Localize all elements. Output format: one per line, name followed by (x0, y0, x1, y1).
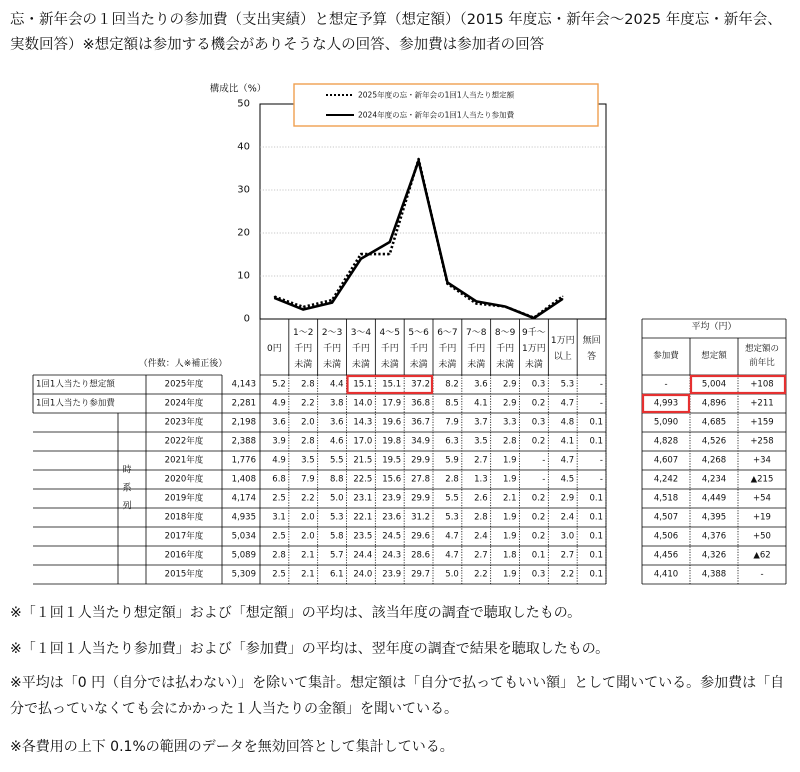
column-header: 千円 (467, 344, 486, 354)
column-header: 答 (587, 352, 597, 362)
row-count: 1,408 (231, 474, 256, 485)
average-cell: 4,449 (701, 493, 727, 504)
table-cell: 5.0 (445, 569, 459, 580)
average-cell: +19 (753, 512, 771, 523)
table-cell: 2.6 (474, 493, 488, 504)
table-cell: 4.4 (329, 379, 344, 390)
average-header: 平均（円） (691, 322, 737, 332)
table-row (165, 436, 774, 447)
table-cell: 2.8 (301, 379, 315, 390)
average-cell: 4,376 (701, 531, 727, 542)
highlight-box (643, 395, 689, 412)
table-cell: 36.7 (411, 417, 430, 428)
average-cell: 4,388 (701, 569, 727, 580)
table-cell: 1.8 (502, 550, 517, 561)
average-cell: 4,395 (701, 512, 727, 523)
table-cell: 2.9 (560, 493, 575, 504)
table-cell: 2.7 (474, 455, 488, 466)
table-cell: 29.7 (411, 569, 430, 580)
average-cell: +34 (753, 455, 771, 466)
note-3: ※平均は「0 円（自分では払わない）」を除いて集計。想定額は「自分で払ってもいい額」として聞いている。参加費は「自分で払っていなくても会にかかった１人当たりの金額」を聞いている。 (10, 675, 785, 717)
table-cell: 0.1 (531, 550, 546, 561)
table-cell: 4.9 (272, 455, 286, 466)
table-cell: 8.8 (329, 474, 344, 485)
table-cell: 8.5 (445, 398, 459, 409)
table-cell: 29.6 (411, 531, 430, 542)
note-4: ※各費用の上下 0.1%の範囲のデータを無効回答として集計している。 (10, 739, 454, 755)
row-year: 2022年度 (164, 436, 204, 447)
average-cell: 4,456 (653, 550, 679, 561)
column-header: 1～2 (293, 328, 314, 338)
table-cell: 0.1 (589, 512, 603, 523)
series-1-point (504, 306, 505, 307)
row-count: 5,089 (231, 550, 256, 561)
note-1: ※「１回１人当たり想定額」および「想定額」の平均は、該当年度の調査で聴取したもの。 (10, 605, 582, 621)
column-header: 0円 (267, 344, 282, 354)
table-cell: 6.3 (445, 436, 459, 447)
table-cell: 5.5 (445, 493, 459, 504)
column-header: 5～6 (408, 328, 429, 338)
table-row (165, 474, 774, 485)
row-count: 1,776 (231, 455, 256, 466)
row-year: 2024年度 (164, 398, 204, 409)
average-cell: 4,234 (701, 474, 727, 485)
table-cell: 0.1 (589, 531, 603, 542)
table-cell: 0.2 (531, 512, 546, 523)
table-cell: 0.1 (589, 493, 603, 504)
column-header: 千円 (294, 344, 313, 354)
table-cell: 0.3 (531, 417, 546, 428)
row-year: 2020年度 (164, 474, 204, 485)
average-subheader: 想定額 (701, 351, 727, 361)
average-cell: 4,506 (653, 531, 679, 542)
table-cell: 17.9 (382, 398, 402, 409)
series-line-0 (274, 159, 562, 318)
table-row (165, 531, 771, 542)
table-row (165, 550, 771, 561)
column-header: 8～9 (494, 328, 516, 338)
table-cell: 15.1 (353, 379, 373, 390)
table-cell: 2.1 (301, 569, 315, 580)
table-cell: 22.5 (353, 474, 373, 485)
table-cell: - (599, 474, 603, 485)
row-count: 2,198 (231, 417, 256, 428)
table-cell: 3.3 (502, 417, 517, 428)
column-header: 未満 (294, 360, 313, 370)
table-cell: 6.8 (272, 474, 286, 485)
table-cell: 4.5 (560, 474, 575, 485)
table-cell: 1.3 (474, 474, 488, 485)
table-cell: 4.1 (474, 398, 488, 409)
average-cell: - (664, 379, 668, 390)
table-cell: 2.7 (560, 550, 575, 561)
table-cell: 28.6 (411, 550, 430, 561)
row-label: 1回1人当たり想定額 (36, 379, 115, 390)
table-cell: 5.3 (560, 379, 575, 390)
table-cell: 3.5 (474, 436, 488, 447)
table-cell: 2.1 (502, 493, 517, 504)
average-cell: 5,090 (653, 417, 679, 428)
table-cell: 2.2 (301, 493, 315, 504)
table-cell: 34.9 (411, 436, 430, 447)
table-cell: 37.2 (411, 379, 430, 390)
average-cell: +54 (753, 493, 771, 504)
row-year: 2016年度 (164, 550, 204, 561)
series-1-point (331, 302, 332, 303)
side-label-char: 系 (122, 483, 132, 494)
table-cell: 6.1 (329, 569, 344, 580)
table-cell: - (599, 379, 603, 390)
table-cell: 5.2 (272, 379, 286, 390)
average-cell: 4,896 (701, 398, 727, 409)
series-0-point (360, 253, 361, 254)
table-cell: 3.0 (560, 531, 575, 542)
series-0-point (562, 296, 563, 297)
table-cell: 2.4 (474, 531, 488, 542)
average-cell: 4,526 (701, 436, 727, 447)
row-count: 5,034 (231, 531, 256, 542)
series-1-point (562, 298, 563, 299)
y-tick-label: 30 (237, 184, 250, 196)
column-header: 1万円 (522, 344, 546, 354)
side-label-char: 列 (122, 501, 132, 512)
column-header: 未満 (323, 360, 342, 370)
y-tick-label: 40 (237, 141, 250, 153)
table-cell: - (542, 474, 546, 485)
table-cell: 2.9 (502, 379, 517, 390)
table-cell: 21.5 (353, 455, 373, 466)
table-cell: 19.8 (382, 436, 402, 447)
table-cell: 3.7 (474, 417, 488, 428)
column-header: 未満 (438, 360, 457, 370)
column-header: 千円 (496, 344, 515, 354)
table-cell: 23.9 (382, 569, 402, 580)
average-cell: 4,993 (653, 398, 679, 409)
column-header: 未満 (409, 360, 428, 370)
column-header: 7～8 (466, 328, 487, 338)
table-cell: 1.9 (502, 531, 517, 542)
table-cell: 27.8 (411, 474, 430, 485)
column-header: 未満 (380, 360, 399, 370)
average-cell: 4,607 (653, 455, 679, 466)
table-cell: 2.2 (560, 569, 575, 580)
column-header: 未満 (524, 360, 543, 370)
column-header: 千円 (380, 344, 399, 354)
legend-label: 2025年度の忘・新年会の1回1人当たり想定額 (358, 90, 515, 100)
row-count: 2,281 (231, 398, 256, 409)
series-0-point (389, 253, 390, 254)
table-cell: 2.9 (502, 398, 517, 409)
table-cell: 2.7 (474, 550, 488, 561)
y-axis-label: 構成比（%） (209, 83, 267, 95)
average-cell: +108 (750, 379, 774, 390)
table-cell: - (599, 455, 603, 466)
count-header: （件数：人※補正後） (138, 359, 228, 369)
table-cell: 23.9 (382, 493, 402, 504)
series-1-point (418, 160, 419, 161)
column-header: 未満 (351, 360, 370, 370)
series-0-point (476, 303, 477, 304)
table-cell: 36.8 (411, 398, 430, 409)
average-cell: ▲62 (753, 550, 771, 561)
table-cell: 17.0 (353, 436, 373, 447)
table-cell: 0.2 (531, 531, 546, 542)
average-cell: +211 (750, 398, 774, 409)
series-1-point (274, 297, 275, 298)
row-year: 2019年度 (164, 493, 204, 504)
table-row (36, 398, 774, 409)
table-cell: 3.8 (329, 398, 344, 409)
table-cell: 4.1 (560, 436, 575, 447)
column-header: 千円 (323, 344, 342, 354)
table-cell: 22.1 (353, 512, 373, 523)
column-header: 千円 (409, 344, 428, 354)
table-cell: 5.7 (329, 550, 344, 561)
table-cell: 14.0 (353, 398, 373, 409)
column-header: 2～3 (321, 328, 343, 338)
column-header: 9千～ (522, 328, 546, 338)
table-cell: 4.7 (445, 550, 459, 561)
series-1-point (533, 318, 534, 319)
column-header: 4～5 (379, 328, 400, 338)
average-cell: 4,268 (701, 455, 727, 466)
legend (294, 84, 598, 126)
series-1-point (476, 301, 477, 302)
table-cell: 4.9 (272, 398, 286, 409)
row-year: 2015年度 (164, 569, 204, 580)
table-cell: 24.5 (382, 531, 402, 542)
table-cell: 7.9 (301, 474, 315, 485)
row-year: 2021年度 (164, 455, 204, 466)
series-line-1 (274, 161, 562, 318)
column-header: 千円 (438, 344, 457, 354)
series-1-point (389, 241, 390, 242)
average-cell: 4,507 (653, 512, 679, 523)
table-cell: 0.3 (531, 569, 546, 580)
table-cell: - (542, 455, 546, 466)
table-cell: 2.0 (301, 417, 315, 428)
table-cell: 2.2 (474, 569, 488, 580)
table-cell: 4.8 (560, 417, 575, 428)
table-cell: 5.9 (445, 455, 459, 466)
table-cell: 2.5 (272, 569, 286, 580)
table-cell: 14.3 (353, 417, 373, 428)
side-label-char: 時 (122, 465, 132, 476)
table-cell: 0.1 (589, 550, 603, 561)
row-year: 2017年度 (164, 531, 204, 542)
average-subheader: 参加費 (653, 351, 679, 361)
table-row (165, 493, 771, 504)
table-row (165, 455, 771, 466)
series-1-point (360, 258, 361, 259)
table-cell: 3.6 (329, 417, 344, 428)
average-subheader: 前年比 (749, 358, 775, 368)
column-header: 未満 (496, 360, 515, 370)
table-cell: 2.8 (502, 436, 517, 447)
table-cell: 4.6 (329, 436, 344, 447)
column-header: 以上 (553, 352, 572, 362)
average-cell: +159 (750, 417, 774, 428)
table-cell: 2.8 (445, 474, 459, 485)
table-cell: 24.4 (353, 550, 373, 561)
table-cell: 23.6 (382, 512, 402, 523)
table-cell: 3.6 (474, 379, 488, 390)
table-cell: 4.7 (445, 531, 459, 542)
table-cell: 3.6 (272, 417, 286, 428)
series-0-point (418, 158, 419, 159)
y-tick-label: 10 (237, 270, 250, 282)
table-cell: 1.9 (502, 512, 517, 523)
table-cell: 1.9 (502, 474, 517, 485)
table-cell: 7.9 (445, 417, 459, 428)
table-cell: 23.5 (353, 531, 373, 542)
table-cell: 2.4 (560, 512, 575, 523)
table-cell: 5.3 (329, 512, 344, 523)
average-cell: 4,518 (653, 493, 679, 504)
average-cell: 5,004 (701, 379, 727, 390)
page-title: 忘・新年会の１回当たりの参加費（支出実績）と想定予算（想定額）（2015 年度忘・新年会～2025 年度忘・新年会、実数回答）※想定額は参加する機会がありそうな人の回答、参加費は参加者の回答 (10, 12, 782, 53)
table-cell: 4.7 (560, 398, 575, 409)
table-cell: 29.9 (411, 455, 430, 466)
table-cell: 1.9 (502, 455, 517, 466)
table-body (36, 379, 774, 580)
table-cell: 19.6 (382, 417, 402, 428)
column-header: 3～4 (350, 328, 372, 338)
row-count: 2,388 (231, 436, 256, 447)
table-cell: 1.9 (502, 569, 517, 580)
y-tick-label: 20 (237, 227, 250, 239)
table-cell: 0.1 (589, 569, 603, 580)
table-cell: 0.1 (589, 436, 603, 447)
average-cell: 4,685 (701, 417, 727, 428)
table-cell: 23.1 (353, 493, 373, 504)
table-cell: 5.3 (445, 512, 459, 523)
plot-frame (260, 104, 606, 319)
average-subheader: 想定額の (744, 344, 780, 354)
row-year: 2018年度 (164, 512, 204, 523)
table-cell: 29.9 (411, 493, 430, 504)
average-cell: - (760, 569, 764, 580)
table-row (165, 512, 771, 523)
column-header: 未満 (467, 360, 486, 370)
table-cell: 2.8 (301, 436, 315, 447)
note-2: ※「１回１人当たり参加費」および「参加費」の平均は、翌年度の調査で結果を聴取したもの。 (10, 641, 610, 657)
table-row (165, 417, 774, 428)
table-cell: 3.1 (272, 512, 286, 523)
average-cell: 4,326 (701, 550, 727, 561)
table-cell: 0.2 (531, 493, 546, 504)
y-tick-label: 0 (243, 313, 250, 325)
average-cell: 4,410 (653, 569, 679, 580)
column-header: 千円 (351, 344, 370, 354)
table-cell: 2.1 (301, 550, 315, 561)
series-0-point (303, 306, 304, 307)
row-label: 1回1人当たり参加費 (36, 398, 115, 409)
row-count: 4,174 (231, 493, 256, 504)
average-cell: +258 (750, 436, 774, 447)
table-cell: 19.5 (382, 455, 402, 466)
table-cell: 0.2 (531, 436, 546, 447)
column-header: 無回 (582, 336, 601, 346)
table-cell: 4.7 (560, 455, 575, 466)
column-header: 6～7 (437, 328, 458, 338)
table-cell: 8.2 (445, 379, 459, 390)
table-cell: 0.3 (531, 379, 546, 390)
table-cell: 2.8 (474, 512, 488, 523)
table-cell: 3.5 (301, 455, 315, 466)
table-cell: 31.2 (411, 512, 430, 523)
table-cell: 0.2 (531, 398, 546, 409)
table-cell: 3.9 (272, 436, 286, 447)
row-year: 2025年度 (164, 379, 204, 390)
table-cell: 0.1 (589, 417, 603, 428)
table-cell: 5.0 (329, 493, 344, 504)
series-1-point (447, 282, 448, 283)
table-cell: 15.1 (382, 379, 402, 390)
table-cell: 2.5 (272, 493, 286, 504)
row-count: 4,143 (231, 379, 256, 390)
table-row (36, 379, 774, 390)
table-cell: - (599, 398, 603, 409)
row-count: 5,309 (231, 569, 256, 580)
row-year: 2023年度 (164, 417, 204, 428)
row-count: 4,935 (231, 512, 256, 523)
table-cell: 5.8 (329, 531, 344, 542)
series-1-point (303, 309, 304, 310)
table-cell: 2.0 (301, 531, 315, 542)
line-chart (0, 0, 800, 380)
table-cell: 24.3 (382, 550, 402, 561)
table-cell: 15.6 (382, 474, 402, 485)
table-cell: 2.5 (272, 531, 286, 542)
table-row (165, 569, 764, 580)
average-cell: ▲215 (750, 474, 774, 485)
table-cell: 24.0 (353, 569, 373, 580)
table-cell: 2.8 (272, 550, 286, 561)
y-tick-label: 50 (237, 98, 250, 110)
table-cell: 2.0 (301, 512, 315, 523)
average-cell: 4,242 (653, 474, 679, 485)
column-header: 1万円 (550, 336, 575, 346)
table-cell: 5.5 (329, 455, 344, 466)
average-cell: 4,828 (653, 436, 679, 447)
average-cell: +50 (753, 531, 771, 542)
table-cell: 2.2 (301, 398, 315, 409)
legend-label: 2024年度の忘・新年会の1回1人当たり参加費 (358, 110, 515, 120)
